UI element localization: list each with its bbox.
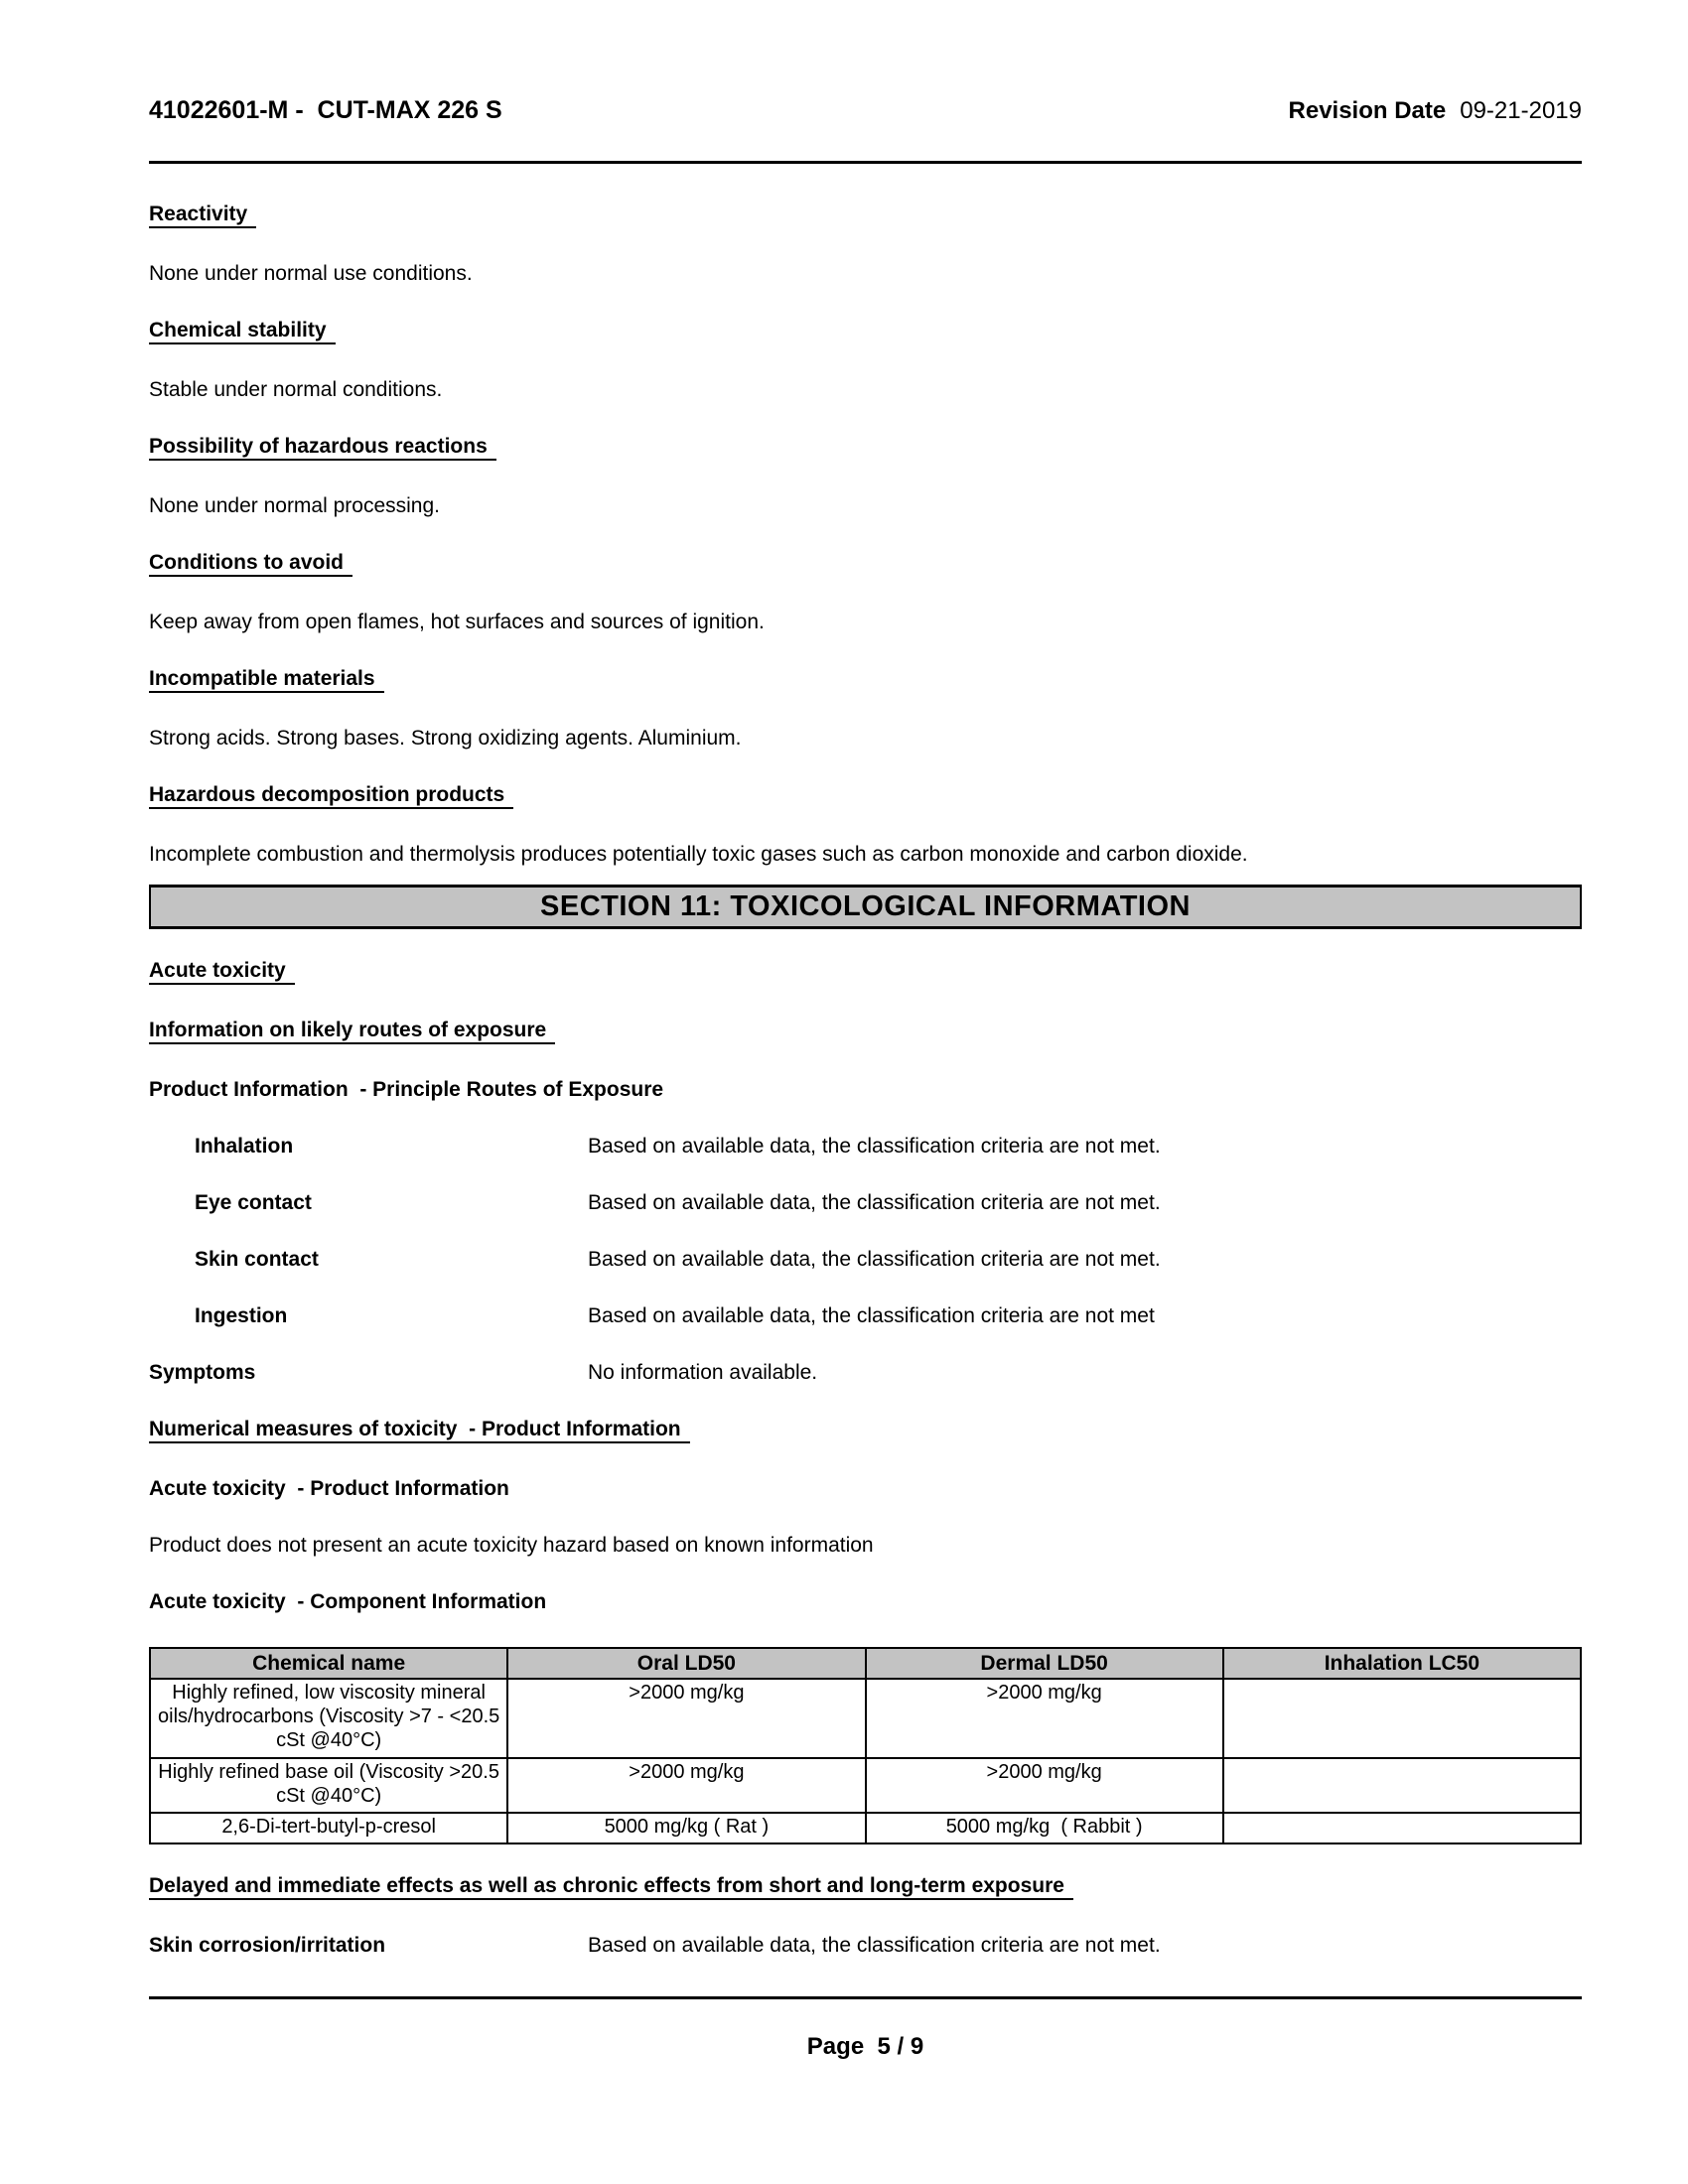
document-header [149,0,1582,125]
cell-dermal-ld50: >2000 mg/kg [866,1679,1223,1758]
skin-corrosion-row [149,1934,1582,1957]
revision-date-label: Revision Date [1288,97,1447,124]
cell-oral-ld50: 5000 mg/kg ( Rat ) [507,1813,865,1843]
heading-numerical-measures: Numerical measures of toxicity - Product Information [149,1418,1582,1443]
text-conditions-to-avoid: Keep away from open flames, hot surfaces and sources of ignition. [149,611,765,633]
cell-inhalation-lc50-empty [1223,1679,1581,1758]
cell-chemical-name: 2,6-Di-tert-butyl-p-cresol [150,1813,507,1843]
text-hazardous-reactions: None under normal processing. [149,494,440,517]
section-11-banner: SECTION 11: TOXICOLOGICAL INFORMATION [149,885,1582,929]
col-header-chemical-name: Chemical name [150,1648,507,1679]
text-incompatible-materials: Strong acids. Strong bases. Strong oxidizing agents. Aluminium. [149,727,742,750]
symptoms-label: Symptoms [149,1361,256,1384]
heading-product-information-routes: Product Information - Principle Routes of Exposure [149,1078,664,1101]
table-row [150,1679,1581,1758]
document-id: 41022601-M - CUT-MAX 226 S [149,96,502,124]
heading-decomposition-products: Hazardous decomposition products [149,783,1582,809]
text-decomposition-products: Incomplete combustion and thermolysis produces potentially toxic gases such as carbon monoxide and carbon dioxide. [149,843,1248,866]
route-text-eye-contact: Based on available data, the classification criteria are not met. [588,1191,1161,1214]
col-header-dermal-ld50: Dermal LD50 [866,1648,1223,1679]
table-header-row [150,1648,1581,1679]
heading-conditions-to-avoid: Conditions to avoid [149,551,1582,577]
acute-toxicity-table [149,1647,1582,1844]
col-header-inhalation-lc50: Inhalation LC50 [1223,1648,1581,1679]
footer-rule [149,1996,1582,1999]
revision-date-value: 09-21-2019 [1460,97,1582,124]
symptoms-row [149,1361,1582,1384]
symptoms-text: No information available. [588,1361,818,1384]
cell-inhalation-lc50-empty [1223,1758,1581,1813]
skin-corrosion-label: Skin corrosion/irritation [149,1934,386,1957]
cell-oral-ld50: >2000 mg/kg [507,1679,865,1758]
route-text-inhalation: Based on available data, the classification criteria are not met. [588,1135,1161,1158]
route-label-inhalation: Inhalation [195,1135,294,1158]
table-row [150,1758,1581,1813]
route-label-ingestion: Ingestion [195,1304,288,1327]
route-row-inhalation [149,1135,1582,1158]
skin-corrosion-text: Based on available data, the classification criteria are not met. [588,1934,1161,1957]
cell-inhalation-lc50-empty [1223,1813,1581,1843]
route-row-ingestion [149,1304,1582,1327]
heading-hazardous-reactions: Possibility of hazardous reactions [149,435,1582,461]
cell-dermal-ld50: >2000 mg/kg [866,1758,1223,1813]
route-label-eye-contact: Eye contact [195,1191,312,1214]
header-rule [149,161,1582,164]
text-acute-toxicity-product: Product does not present an acute toxicity hazard based on known information [149,1534,874,1557]
heading-chemical-stability: Chemical stability [149,319,1582,344]
col-header-oral-ld50: Oral LD50 [507,1648,865,1679]
route-label-skin-contact: Skin contact [195,1248,319,1271]
text-chemical-stability: Stable under normal conditions. [149,378,443,401]
heading-incompatible-materials: Incompatible materials [149,667,1582,693]
revision-group [1289,96,1582,125]
route-row-eye-contact [149,1191,1582,1214]
heading-reactivity: Reactivity [149,203,1582,228]
route-text-skin-contact: Based on available data, the classification criteria are not met. [588,1248,1161,1271]
heading-acute-toxicity-product: Acute toxicity - Product Information [149,1477,509,1500]
cell-chemical-name: Highly refined base oil (Viscosity >20.5 cSt @40°C) [150,1758,507,1813]
page-number: Page 5 / 9 [806,2033,924,2060]
heading-acute-toxicity-component: Acute toxicity - Component Information [149,1590,547,1613]
heading-acute-toxicity: Acute toxicity [149,959,1582,985]
table-row [150,1813,1581,1843]
heading-routes-of-exposure: Information on likely routes of exposure [149,1019,1582,1044]
cell-oral-ld50: >2000 mg/kg [507,1758,865,1813]
cell-chemical-name: Highly refined, low viscosity mineral oils/hydrocarbons (Viscosity >7 - <20.5 cSt @40°C) [150,1679,507,1758]
heading-delayed-effects: Delayed and immediate effects as well as chronic effects from short and long-term exposure [149,1874,1582,1900]
cell-dermal-ld50: 5000 mg/kg ( Rabbit ) [866,1813,1223,1843]
route-text-ingestion: Based on available data, the classification criteria are not met [588,1304,1155,1327]
text-reactivity: None under normal use conditions. [149,262,473,285]
route-row-skin-contact [149,1248,1582,1271]
